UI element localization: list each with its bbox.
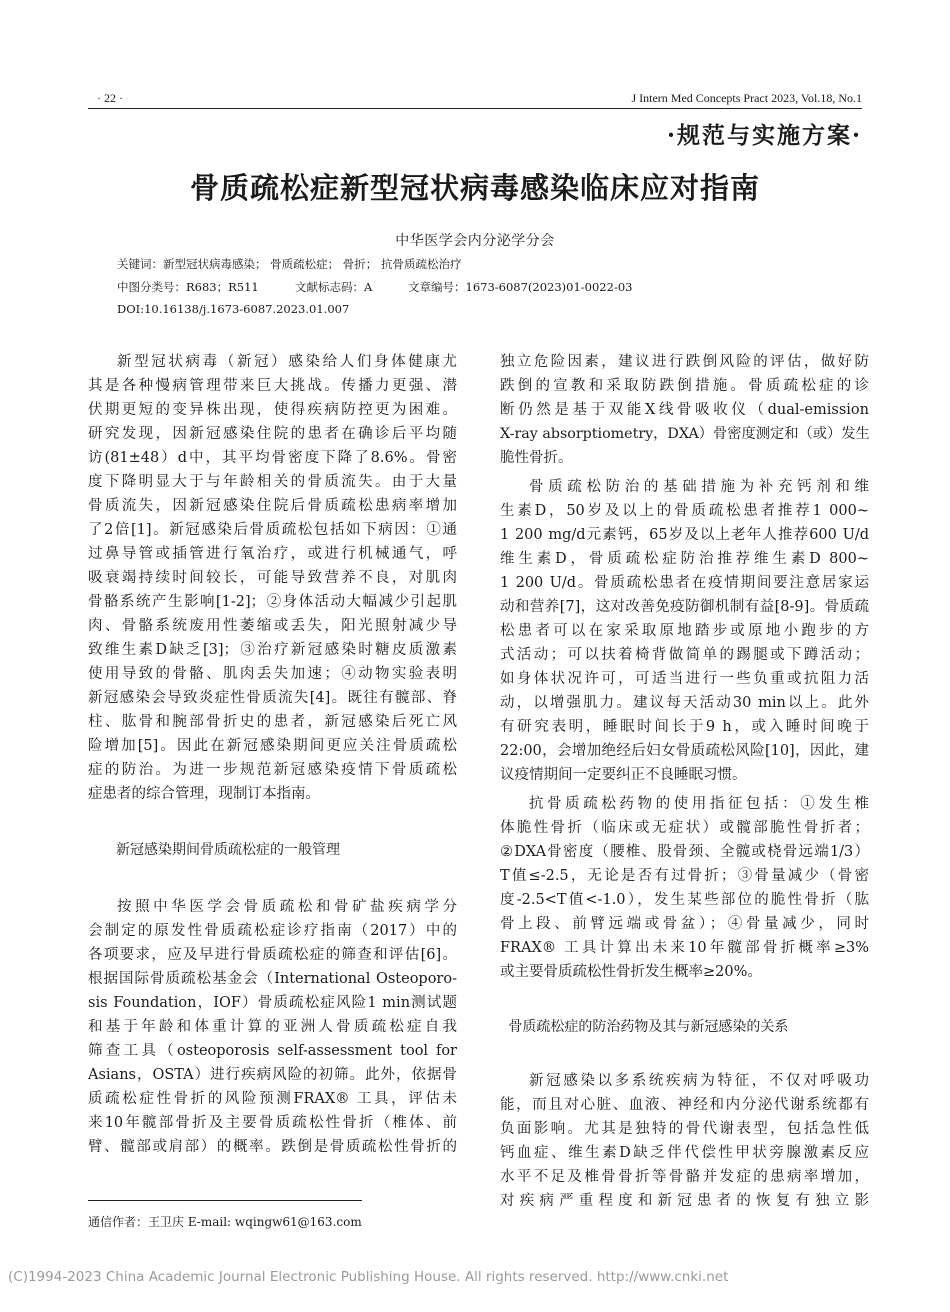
paragraph-line: 负面影响。尤其是独特的骨代谢表型，包括急性低 — [500, 1121, 869, 1137]
paragraph-line: FRAX® 工具计算出未来10年髋部骨折概率≥3% — [500, 940, 869, 956]
paragraph-line: 过鼻导管或插管进行氧治疗，或进行机械通气，呼 — [88, 546, 457, 562]
paragraph-line: 伏期更短的变异株出现，使得疾病防控更为困难。 — [88, 402, 457, 418]
paragraph-line: 议疫情期间一定要纠正不良睡眠习惯。 — [500, 767, 747, 783]
paragraph-line: 22:00，会增加绝经后妇女骨质疏松风险[10]，因此，建 — [500, 743, 869, 759]
paragraph-line: 体脆性骨折（临床或无症状）或髋部脆性骨折者； — [500, 820, 869, 836]
header-rule — [88, 108, 862, 109]
paragraph-line: 访(81±48）d中，其平均骨密度下降了8.6%。骨密 — [88, 450, 457, 466]
document-code: 文献标志码：A — [295, 280, 373, 294]
paragraph-line: 新冠感染以多系统疾病为特征，不仅对呼吸功 — [529, 1073, 869, 1089]
paragraph-line: 研究发现，因新冠感染住院的患者在确诊后平均随 — [88, 426, 457, 442]
section-heading: 骨质疏松症的防治药物及其与新冠感染的关系 — [508, 1019, 789, 1035]
page-number: · 22 · — [97, 91, 123, 105]
paragraph-line: 使用导致的骨骼、肌肉丢失加速；④动物实验表明 — [88, 666, 457, 682]
paragraph-line: 柱、肱骨和腕部骨折史的患者，新冠感染后死亡风 — [88, 714, 457, 730]
paragraph-line: ②DXA骨密度（腰椎、股骨颈、全髋或桡骨远端1/3） — [500, 844, 869, 860]
paragraph-line: 质疏松症性骨折的风险预测FRAX® 工具，评估未 — [88, 1091, 457, 1107]
paragraph-line: 或主要骨质疏松性骨折发生概率≥20%。 — [500, 964, 762, 980]
paragraph-line: 根据国际骨质疏松基金会（International Osteoporo- — [88, 971, 457, 987]
classification-number: 中图分类号：R683；R511 — [117, 280, 259, 294]
keywords: 关键词：新型冠状病毒感染； 骨质疏松症； 骨折； 抗骨质疏松治疗 — [117, 257, 462, 271]
paragraph-line: 脆性骨折。 — [500, 450, 573, 466]
paragraph-line: 式活动；可以扶着椅背做简单的踢腿或下蹲活动； — [500, 647, 869, 663]
paragraph-line: 新型冠状病毒（新冠）感染给人们身体健康尤 — [117, 354, 457, 370]
paragraph-line: 骨骼系统产生影响[1-2]；②身体活动大幅减少引起肌 — [88, 594, 457, 610]
paragraph-line: 度下降明显大于与年龄相关的骨质流失。由于大量 — [88, 474, 457, 490]
paragraph-line: Asians，OSTA）进行疾病风险的初筛。此外，依据骨 — [88, 1067, 457, 1083]
paragraph-line: 动和营养[7]，这对改善免疫防御机制有益[8-9]。骨质疏 — [500, 599, 869, 615]
paragraph-line: 按照中华医学会骨质疏松和骨矿盐疾病学分 — [117, 899, 457, 915]
paragraph-line: 独立危险因素，建议进行跌倒风险的评估，做好防 — [500, 354, 869, 370]
paragraph-line: 和基于年龄和体重计算的亚洲人骨质疏松症自我 — [88, 1019, 457, 1035]
paragraph-line: 筛查工具（osteoporosis self-assessment tool for — [88, 1043, 457, 1059]
article-number: 文章编号：1673-6087(2023)01-0022-03 — [408, 280, 633, 294]
paragraph-line: 吸衰竭持续时间较长，可能导致营养不良，对肌肉 — [88, 570, 457, 586]
paragraph-line: 水平不足及椎骨骨折等骨骼并发症的患病率增加， — [500, 1169, 869, 1185]
paragraph-line: 骨上段、前臂远端或骨盆）；④骨量减少，同时 — [500, 916, 869, 932]
paragraph-line: 能，而且对心脏、血液、神经和内分泌代谢系统都有 — [500, 1097, 869, 1113]
paragraph-line: 钙血症、维生素D缺乏伴代偿性甲状旁腺激素反应 — [500, 1145, 869, 1161]
paragraph-line: 维生素D，骨质疏松症防治推荐维生素D 800~ — [500, 551, 869, 567]
doi: DOI:10.16138/j.1673-6087.2023.01.007 — [117, 302, 350, 316]
paragraph-line: 会制定的原发性骨质疏松症诊疗指南（2017）中的 — [88, 923, 457, 939]
paragraph-line: 险增加[5]。因此在新冠感染期间更应关注骨质疏松 — [88, 738, 457, 754]
journal-citation: J Intern Med Concepts Pract 2023, Vol.18, No.1 — [631, 91, 862, 105]
paragraph-line: X-ray absorptiometry，DXA）骨密度测定和（或）发生 — [500, 426, 870, 442]
paragraph-line: 生素D，50岁及以上的骨质疏松患者推荐1 000~ — [500, 503, 869, 519]
paragraph-line: 骨质疏松防治的基础措施为补充钙剂和维 — [529, 479, 869, 495]
paragraph-line: T值≤-2.5，无论是否有过骨折；③骨量减少（骨密 — [500, 868, 869, 884]
paragraph-line: 跌倒的宣教和采取防跌倒措施。骨质疏松症的诊 — [500, 378, 869, 394]
paragraph-line: 症患者的综合管理，现制订本指南。 — [88, 786, 320, 802]
paragraph-line: 对疾病严重程度和新冠患者的恢复有独立影 — [500, 1193, 869, 1209]
paragraph-line: 1 200 U/d。骨质疏松患者在疫情期间要注意居家运 — [500, 575, 869, 591]
paragraph-line: 了2倍[1]。新冠感染后骨质疏松包括如下病因：①通 — [88, 522, 457, 538]
paragraph-line: 骨质流失，因新冠感染住院后骨质疏松患病率增加 — [88, 498, 457, 514]
paragraph-line: 1 200 mg/d元素钙，65岁及以上老年人推荐600 U/d — [500, 527, 869, 543]
footnote-rule — [88, 1200, 362, 1201]
paragraph-line: 抗骨质疏松药物的使用指征包括：①发生椎 — [529, 796, 869, 812]
paragraph-line: 松患者可以在家采取原地踏步或原地小跑步的方 — [500, 623, 869, 639]
paragraph-line: 臂、髋部或肩部）的概率。跌倒是骨质疏松性骨折的 — [88, 1139, 457, 1155]
paragraph-line: 致维生素D缺乏[3]；③治疗新冠感染时糖皮质激素 — [88, 642, 457, 658]
paragraph-line: 度-2.5<T值<-1.0），发生某些部位的脆性骨折（肱 — [500, 892, 869, 908]
copyright-notice: (C)1994-2023 China Academic Journal Electronic Publishing House. All rights reserved. http://www.cnki.net — [8, 1269, 729, 1285]
article-author: 中华医学会内分泌学分会 — [395, 233, 555, 249]
section-heading: 新冠感染期间骨质疏松症的一般管理 — [116, 842, 340, 858]
paragraph-line: 断仍然是基于双能X线骨吸收仪（dual-emission — [500, 402, 869, 418]
paragraph-line: 有研究表明，睡眠时间长于9 h，或入睡时间晚于 — [500, 719, 869, 735]
paragraph-line: 动，以增强肌力。建议每天活动30 min以上。此外 — [500, 695, 869, 711]
column-label: ·规范与实施方案· — [666, 122, 862, 149]
paragraph-line: 如身体状况许可，可适当进行一些负重或抗阻力活 — [500, 671, 869, 687]
paragraph-line: 症的防治。为进一步规范新冠感染疫情下骨质疏松 — [88, 762, 457, 778]
corresponding-author: 通信作者：王卫庆 E-mail: wqingw61@163.com — [88, 1215, 362, 1229]
paragraph-line: 其是各种慢病管理带来巨大挑战。传播力更强、潜 — [88, 378, 457, 394]
paragraph-line: 各项要求，应及早进行骨质疏松症的筛查和评估[6]。 — [88, 947, 457, 963]
paragraph-line: sis Foundation，IOF）骨质疏松症风险1 min测试题 — [88, 995, 457, 1011]
paragraph-line: 来10年髋部骨折及主要骨质疏松性骨折（椎体、前 — [88, 1115, 457, 1131]
article-title: 骨质疏松症新型冠状病毒感染临床应对指南 — [189, 171, 760, 205]
paragraph-line: 新冠感染会导致炎症性骨质流失[4]。既往有髋部、脊 — [88, 690, 457, 706]
paragraph-line: 肉、骨骼系统废用性萎缩或丢失，阳光照射减少导 — [88, 618, 457, 634]
